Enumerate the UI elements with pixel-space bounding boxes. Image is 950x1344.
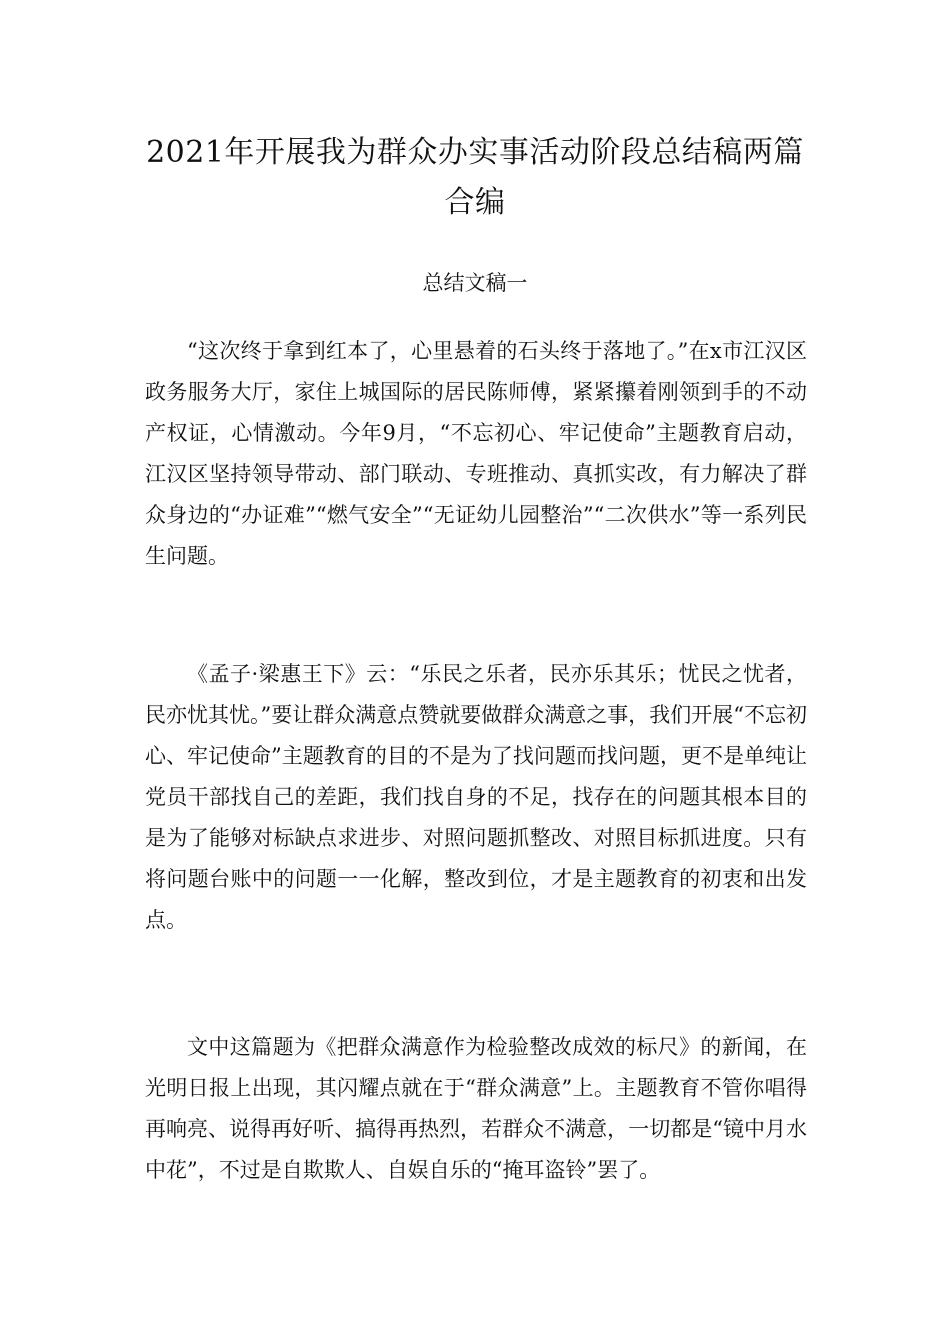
document-title: 2021年开展我为群众办实事活动阶段总结稿两篇合编 bbox=[146, 135, 804, 220]
body-paragraph-1: “这次终于拿到红本了，心里悬着的石头终于落地了。”在x市江汉区政务服务大厅，家住上城国际的居民陈师傅，紧紧攥着刚领到手的不动产权证，心情激动。今年9月，“不忘初心、牢记使命”主题教育启动，江汉区坚持领导带动、部门联动、专班推动、真抓实改，有力解决了群众身边的“办证难”“燃气安全”“无证幼儿园整治”“二次供水”等一系列民生问题。 bbox=[145, 339, 807, 568]
section-heading: 总结文稿一 bbox=[422, 271, 528, 295]
body-paragraph-2: 《孟子·梁惠王下》云：“乐民之乐者，民亦乐其乐；忧民之忧者，民亦忧其忧。”要让群众满意点赞就要做群众满意之事，我们开展“不忘初心、牢记使命”主题教育的目的不是为了找问题而找问题，更不是单纯让党员干部找自己的差距，我们找自身的不足，找存在的问题其根本目的是为了能够对标缺点求进步、对照问题抓整改、对照目标抓进度。只有将问题台账中的问题一一化解，整改到位，才是主题教育的初衷和出发点。 bbox=[145, 662, 807, 932]
body-paragraph-3: 文中这篇题为《把群众满意作为检验整改成效的标尺》的新闻，在光明日报上出现，其闪耀点就在于“群众满意”上。主题教育不管你唱得再响亮、说得再好听、搞得再热烈，若群众不满意，一切都是“镜中月水中花”，不过是自欺欺人、自娱自乐的“掩耳盗铃”罢了。 bbox=[145, 1035, 807, 1182]
